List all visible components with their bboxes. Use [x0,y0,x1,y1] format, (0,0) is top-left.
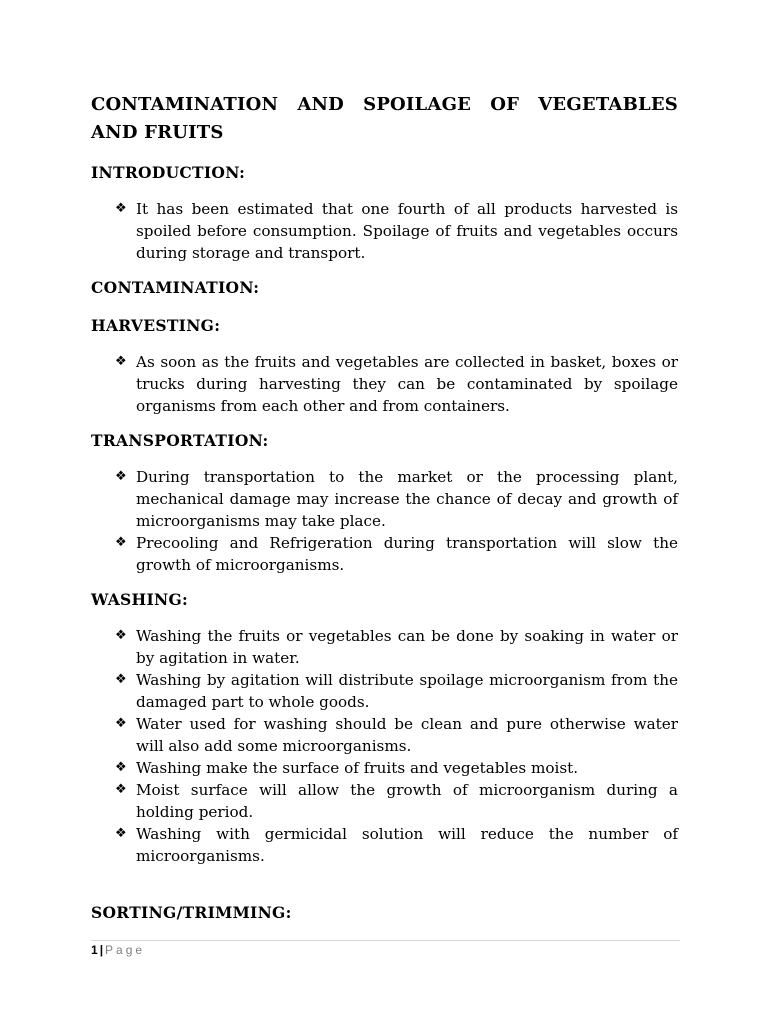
list-item-text: Washing by agitation will distribute spoilage microorganism from the damaged part to whole goods. [136,671,678,711]
list-item [91,669,678,713]
diamond-bullet-icon: ❖ [115,535,127,550]
list-item-text: It has been estimated that one fourth of all products harvested is spoiled before consumption. Spoilage of fruits and vegetables occurs during storage and transport. [136,200,678,262]
list-harvesting [91,351,678,417]
diamond-bullet-icon: ❖ [115,469,127,484]
list-washing [91,625,678,867]
list-item [91,466,678,532]
diamond-bullet-icon: ❖ [115,672,127,687]
list-transportation [91,466,678,576]
diamond-bullet-icon: ❖ [115,716,127,731]
page-footer [91,940,680,959]
heading-contamination: CONTAMINATION: [91,278,260,297]
list-item-text: Washing with germicidal solution will reduce the number of microorganisms. [136,825,678,865]
document-title: CONTAMINATION AND SPOILAGE OF VEGETABLES AND FRUITS [91,94,678,143]
heading-washing: WASHING: [91,590,189,609]
diamond-bullet-icon: ❖ [115,782,127,797]
page-number: 1 [91,943,98,957]
list-item-text: During transportation to the market or the processing plant, mechanical damage may increase the chance of decay and growth of microorganisms may take place. [136,468,678,530]
list-item [91,351,678,417]
diamond-bullet-icon: ❖ [115,628,127,643]
footer-separator: | [99,943,104,957]
list-item [91,532,678,576]
list-item [91,625,678,669]
list-item [91,713,678,757]
list-item-text: Water used for washing should be clean and pure otherwise water will also add some microorganisms. [136,715,678,755]
list-item-text: Washing make the surface of fruits and vegetables moist. [136,759,579,777]
page-label: Page [105,943,146,957]
heading-harvesting: HARVESTING: [91,316,221,335]
diamond-bullet-icon: ❖ [115,826,127,841]
list-item-text: Moist surface will allow the growth of microorganism during a holding period. [136,781,678,821]
diamond-bullet-icon: ❖ [115,201,127,216]
diamond-bullet-icon: ❖ [115,760,127,775]
heading-transportation: TRANSPORTATION: [91,431,269,450]
list-item [91,779,678,823]
list-item-text: Precooling and Refrigeration during transportation will slow the growth of microorganisms. [136,534,678,574]
heading-sorting-trimming: SORTING/TRIMMING: [91,903,292,922]
list-introduction [91,198,678,264]
heading-introduction: INTRODUCTION: [91,163,246,182]
list-item-text: Washing the fruits or vegetables can be done by soaking in water or by agitation in water. [136,627,678,667]
list-item [91,823,678,867]
list-item [91,757,678,779]
diamond-bullet-icon: ❖ [115,354,127,369]
list-item [91,198,678,264]
list-item-text: As soon as the fruits and vegetables are collected in basket, boxes or trucks during harvesting they can be contaminated by spoilage organisms from each other and from containers. [136,353,678,415]
